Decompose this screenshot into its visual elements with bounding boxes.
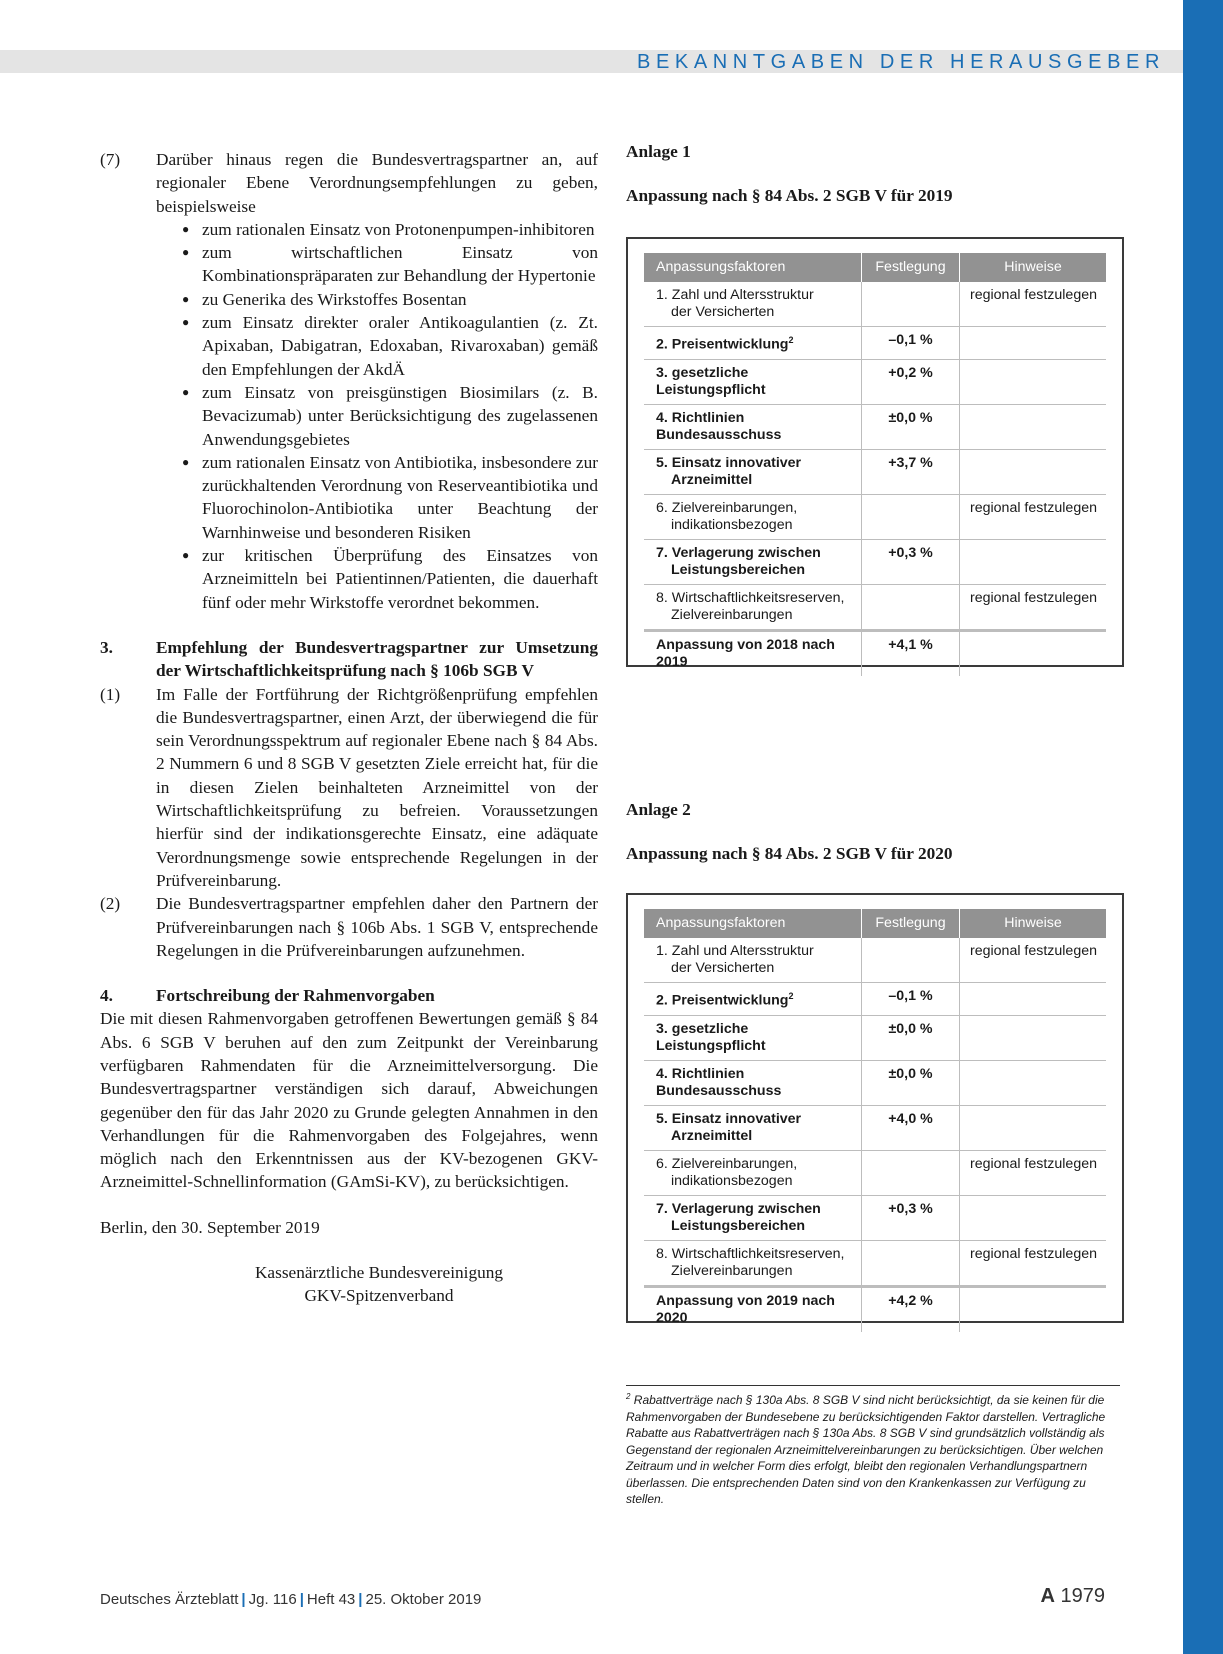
factor-cell — [644, 585, 862, 629]
footnote-reference: 2 — [788, 991, 794, 1001]
note-cell — [960, 450, 1106, 494]
table-row — [644, 1151, 1106, 1196]
factor-label: 4. Richtlinien Bundesausschuss — [656, 409, 782, 443]
page-number-value: 1979 — [1060, 1585, 1105, 1607]
factor-label: 8. Wirtschaftlichkeitsreserven, — [656, 1245, 845, 1262]
factor-cell — [644, 1241, 862, 1285]
note-cell — [960, 360, 1106, 404]
footnote-text: Rabattverträge nach § 130a Abs. 8 SGB V sind nicht berücksichtigt, da sie keinen für die Rahmenvorgaben der Bundesebene zu berücksichtigenden Faktor darstellen. Vertragliche Rabatte aus Rabattverträgen nach § 130a Abs. 8 SGB V sind grundsätzlich vollständig als Gegenstand der regionalen Arzneimittelvereinbarungen zu berücksichtigen. Über welchen Zeitraum und in welcher Form dies erfolgt, bleibt den regionalen Verhandlungspartnern überlassen. Die entsprechenden Daten sind von den Krankenkassen zur Verfügung zu stellen. — [626, 1393, 1106, 1506]
section-4-heading — [100, 984, 598, 1007]
anlage-2-title: Anpassung nach § 84 Abs. 2 SGB V für 2020 — [626, 844, 953, 863]
paragraph-number: (7) — [100, 150, 121, 169]
list-item: ● zum Einsatz von preisgünstigen Biosimilars (z. B. Bevacizumab) unter Berücksichtigung des zugelassenen Anwendungsgebietes — [182, 381, 598, 451]
factor-cell — [644, 1106, 862, 1150]
total-label: Anpassung von 2018 nach 2019 — [644, 632, 862, 676]
note-cell: regional festzulegen — [970, 1155, 1097, 1172]
note-cell — [960, 405, 1106, 449]
table-row — [644, 1106, 1106, 1151]
paragraph-number: (2) — [100, 894, 121, 914]
factor-label: 4. Richtlinien Bundesausschuss — [656, 1065, 782, 1099]
factor-label: 7. Verlagerung zwischen — [656, 1200, 821, 1217]
factor-label: 1. Zahl und Altersstruktur — [656, 943, 814, 959]
factor-label: 7. Verlagerung zwischen — [656, 544, 821, 561]
factor-label-continued: Leistungsbereichen — [671, 561, 806, 578]
table-row — [644, 282, 1106, 327]
factor-cell — [644, 938, 862, 982]
table-row — [644, 938, 1106, 983]
table-row — [644, 1016, 1106, 1061]
total-value: +4,1 % — [862, 632, 960, 676]
journal-issue: Heft 43 — [306, 1591, 356, 1608]
list-item: ● zu Generika des Wirkstoffes Bosentan — [182, 288, 598, 311]
factor-label: 5. Einsatz innovativer — [656, 1110, 802, 1127]
paragraph-text: Die Bundesvertragspartner empfehlen daher den Partnern der Prüfvereinbarungen nach § 106b Abs. 1 SGB V, entsprechende Regelungen in die Prüfvereinbarungen aufzunehmen. — [156, 894, 598, 960]
factor-label-continued: Zielvereinbarungen — [671, 606, 793, 623]
factor-cell — [644, 1061, 862, 1105]
section-3-paragraph-1 — [100, 683, 598, 893]
note-cell: regional festzulegen — [970, 287, 1097, 303]
table-row — [644, 495, 1106, 540]
setting-value — [862, 282, 960, 326]
table-header-row — [644, 909, 1106, 938]
setting-value: +0,3 % — [862, 1196, 960, 1240]
table-row — [644, 405, 1106, 450]
list-item: ● zum Einsatz direkter oraler Antikoagulantien (z. Zt. Apixaban, Dabigatran, Edoxaban, Rivaroxaban) gemäß den Empfehlungen der AkdÄ — [182, 311, 598, 381]
factor-label: 1. Zahl und Altersstruktur — [656, 287, 814, 303]
footer-citation: Deutsches Ärzteblatt | Jg. 116 | Heft 43 | 25. Oktober 2019 — [100, 1591, 482, 1608]
journal-name: Deutsches Ärzteblatt — [100, 1591, 239, 1608]
setting-value: +3,7 % — [862, 450, 960, 494]
list-item: ● zum rationalen Einsatz von Antibiotika, insbesondere zur zurückhaltenden Verordnung von Reserveantibiotika und Fluorochinolon-Antibiotika unter Beachtung der Warnhinweise und besonderen Risiken — [182, 451, 598, 544]
table-row — [644, 450, 1106, 495]
setting-value — [862, 1151, 960, 1195]
factor-cell — [644, 450, 862, 494]
setting-value: ±0,0 % — [862, 1016, 960, 1060]
setting-value — [862, 938, 960, 982]
note-cell — [960, 1061, 1106, 1105]
setting-value: +0,3 % — [862, 540, 960, 584]
factor-label-continued: der Versicherten — [671, 960, 775, 976]
page-number — [1040, 1585, 1105, 1608]
setting-value: +0,2 % — [862, 360, 960, 404]
paragraph-7 — [100, 148, 598, 218]
table-total-row — [644, 630, 1106, 676]
total-label: Anpassung von 2019 nach 2020 — [644, 1288, 862, 1332]
factor-label-continued: Arzneimittel — [671, 471, 753, 488]
factor-cell — [644, 1196, 862, 1240]
table-row — [644, 585, 1106, 630]
factor-label: 3. gesetzliche Leistungspflicht — [656, 364, 766, 398]
left-column — [100, 148, 598, 1308]
factor-cell — [644, 282, 862, 326]
factor-label-continued: der Versicherten — [671, 304, 775, 320]
anlage-2-table-box — [626, 893, 1124, 1326]
header-notes: Hinweise — [1004, 259, 1062, 275]
header-setting: Festlegung — [862, 909, 960, 938]
factor-label: 2. Preisentwicklung — [656, 992, 789, 1009]
table-row — [644, 1061, 1106, 1106]
total-value: +4,2 % — [862, 1288, 960, 1332]
recommendation-list — [100, 218, 598, 614]
section-3-paragraph-2 — [100, 892, 598, 962]
note-cell — [960, 983, 1106, 1015]
footnote — [626, 1389, 1106, 1508]
note-cell: regional festzulegen — [970, 499, 1097, 516]
factor-label: 8. Wirtschaftlichkeitsreserven, — [656, 589, 845, 606]
setting-value: –0,1 % — [862, 327, 960, 359]
footnote-reference: 2 — [788, 335, 794, 345]
paragraph-number: (1) — [100, 684, 121, 704]
anlage-1-table — [644, 253, 1106, 676]
table-row — [644, 1196, 1106, 1241]
journal-volume: Jg. 116 — [248, 1591, 297, 1608]
factor-label: 5. Einsatz innovativer — [656, 454, 802, 471]
setting-value: –0,1 % — [862, 983, 960, 1015]
table-row — [644, 983, 1106, 1016]
section-4-text: Die mit diesen Rahmenvorgaben getroffenen Bewertungen gemäß § 84 Abs. 6 SGB V beruhen auf den zum Zeitpunkt der Vereinbarung verfügbaren Rahmendaten für die Arzneimittelversorgung. Die Bundesvertragspartner verständigen sich darauf, Abweichungen gegenüber den für das Jahr 2020 zu Grunde gelegten Annahmen in den Verhandlungen für die Rahmenvorgaben des Folgejahres, wenn möglich nach den Erkenntnissen aus der KV-bezogenen GKV-Arzneimittel-Schnellinformation (GAmSi-KV), zu berücksichtigen. — [100, 1009, 598, 1192]
factor-label-continued: indikationsbezogen — [671, 1172, 793, 1189]
setting-value — [862, 585, 960, 629]
table-row — [644, 540, 1106, 585]
paragraph-text: Darüber hinaus regen die Bundesvertragspartner an, auf regionaler Ebene Verordnungsempfehlungen zu geben, beispielsweise — [156, 150, 598, 216]
section-title: Empfehlung der Bundesvertragspartner zur Umsetzung der Wirtschaftlichkeitsprüfung nach § 106b SGB V — [156, 637, 598, 681]
factor-cell — [644, 327, 862, 359]
factor-cell — [644, 1151, 862, 1195]
sidebar-color-bar — [1183, 0, 1223, 1654]
note-cell — [960, 327, 1106, 359]
factor-cell — [644, 983, 862, 1015]
total-note — [960, 1288, 1106, 1332]
paragraph-text: Im Falle der Fortführung der Richtgrößenprüfung empfehlen die Bundesvertragspartner, einen Arzt, der überwiegend die für sein Verordnungsspektrum auf regionaler Ebene nach § 84 Abs. 2 Nummern 6 und 8 SGB V gesetzten Ziele erreicht hat, für die in diesen Zielen beinhalteten Arzneimittel von der Wirtschaftlichkeitsprüfung zu befreien. Voraussetzungen hierfür sind der indikationsgerechte Einsatz, eine adäquate Verordnungsmenge sowie entsprechende Regelungen in der Prüfvereinbarung. — [156, 684, 598, 890]
table-row — [644, 327, 1106, 360]
factor-cell — [644, 1016, 862, 1060]
factor-label-continued: Zielvereinbarungen — [671, 1262, 793, 1279]
note-cell — [960, 1016, 1106, 1060]
section-header: BEKANNTGABEN DER HERAUSGEBER — [637, 51, 1165, 73]
table-row — [644, 360, 1106, 405]
anlage-1-title: Anpassung nach § 84 Abs. 2 SGB V für 2019 — [626, 186, 953, 205]
note-cell — [960, 1106, 1106, 1150]
list-item: ● zum wirtschaftlichen Einsatz von Kombinationspräparaten zur Behandlung der Hypertonie — [182, 241, 598, 288]
table-total-row — [644, 1286, 1106, 1332]
note-cell: regional festzulegen — [970, 589, 1097, 606]
list-item: ● zur kritischen Überprüfung des Einsatzes von Arzneimitteln bei Patientinnen/Patienten, die dauerhaft fünf oder mehr Wirkstoffe verordnet bekommen. — [182, 544, 598, 614]
note-cell: regional festzulegen — [970, 943, 1097, 959]
factor-label: 3. gesetzliche Leistungspflicht — [656, 1020, 766, 1054]
header-setting: Festlegung — [862, 253, 960, 282]
place-date: Berlin, den 30. September 2019 — [100, 1217, 320, 1237]
journal-date: 25. Oktober 2019 — [365, 1591, 482, 1608]
anlage-2-table — [644, 909, 1106, 1332]
factor-cell — [644, 495, 862, 539]
factor-label: 6. Zielvereinbarungen, — [656, 499, 798, 516]
header-factors: Anpassungsfaktoren — [644, 253, 862, 282]
factor-label: 2. Preisentwicklung — [656, 336, 789, 353]
signatory-gkv: GKV-Spitzenverband — [304, 1286, 454, 1306]
header-notes: Hinweise — [1004, 915, 1062, 931]
section-title: Fortschreibung der Rahmenvorgaben — [156, 986, 435, 1006]
table-header-row — [644, 253, 1106, 282]
header-factors: Anpassungsfaktoren — [644, 909, 862, 938]
footnote-rule — [626, 1385, 1120, 1386]
setting-value: ±0,0 % — [862, 405, 960, 449]
section-number: 3. — [100, 637, 113, 657]
list-item: ● zum rationalen Einsatz von Protonenpumpen-inhibitoren — [182, 218, 598, 241]
section-number: 4. — [100, 986, 113, 1006]
anlage-1-label: Anlage 1 — [626, 142, 691, 161]
signatory-kbv: Kassenärztliche Bundesvereinigung — [254, 1263, 504, 1283]
anlage-2-label: Anlage 2 — [626, 800, 691, 819]
factor-label: 6. Zielvereinbarungen, — [656, 1155, 798, 1172]
section-3-heading — [100, 636, 598, 683]
setting-value: +4,0 % — [862, 1106, 960, 1150]
setting-value — [862, 495, 960, 539]
factor-label-continued: Arzneimittel — [671, 1127, 753, 1144]
note-cell — [960, 1196, 1106, 1240]
factor-label-continued: Leistungsbereichen — [671, 1217, 806, 1234]
factor-label-continued: indikationsbezogen — [671, 516, 793, 533]
footnote-mark: 2 — [626, 1392, 631, 1401]
note-cell — [960, 540, 1106, 584]
table-row — [644, 1241, 1106, 1286]
setting-value — [862, 1241, 960, 1285]
setting-value: ±0,0 % — [862, 1061, 960, 1105]
page-prefix: A — [1040, 1585, 1055, 1607]
factor-cell — [644, 360, 862, 404]
factor-cell — [644, 405, 862, 449]
factor-cell — [644, 540, 862, 584]
anlage-1-table-box — [626, 237, 1124, 670]
total-note — [960, 632, 1106, 676]
note-cell: regional festzulegen — [970, 1245, 1097, 1262]
